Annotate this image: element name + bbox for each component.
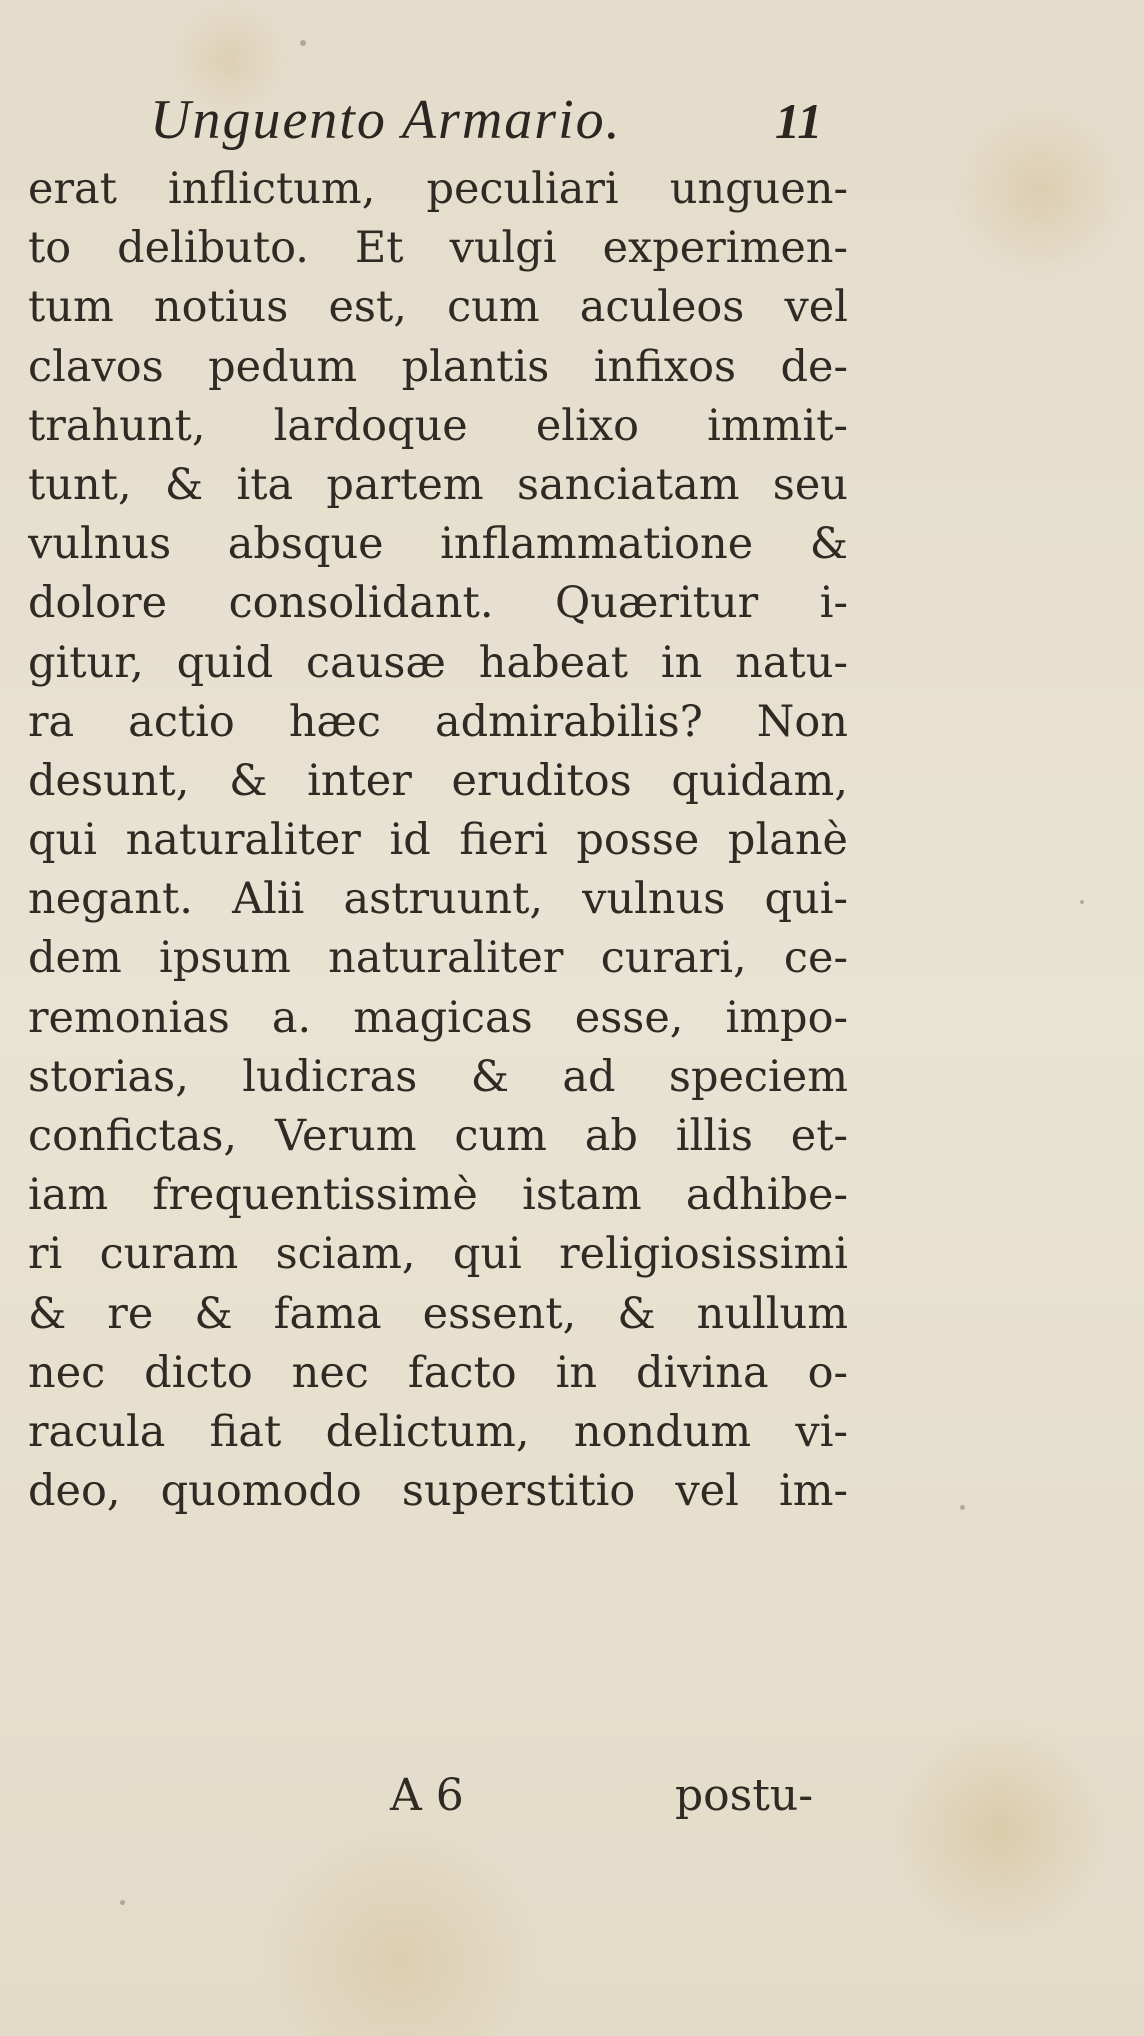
text-line: vulnus absque inflammatione & — [28, 519, 848, 570]
text-line: ri curam sciam, qui religiosissimi — [28, 1229, 848, 1280]
page-footer — [0, 1770, 1144, 1840]
running-head: Unguento Armario. — [150, 89, 622, 151]
text-line: negant. Alii astruunt, vulnus qui- — [28, 874, 848, 925]
paper-speck — [120, 1900, 125, 1905]
text-line: ra actio hæc admirabilis? Non — [28, 696, 848, 747]
text-line: gitur, quid causæ habeat in natu- — [28, 637, 848, 688]
paper-speck — [1080, 900, 1084, 904]
text-line: deo, quomodo superstitio vel im- — [28, 1466, 848, 1517]
signature-mark: A 6 — [390, 1770, 464, 1821]
text-line: racula fiat delictum, nondum vi- — [28, 1406, 848, 1457]
paper-speck — [960, 1505, 965, 1510]
body-text — [28, 160, 848, 1521]
text-line: erat inflictum, peculiari unguen- — [28, 164, 848, 214]
text-line: & re & fama essent, & nullum — [28, 1288, 848, 1339]
text-line: tunt, & ita partem sanciatam seu — [28, 459, 848, 510]
paper-speck — [300, 40, 306, 46]
text-line: desunt, & inter eruditos quidam, — [28, 755, 848, 806]
catchword: postu- — [675, 1770, 814, 1821]
text-line: confictas, Verum cum ab illis et- — [28, 1111, 848, 1161]
text-line: trahunt, lardoque elixo immit- — [28, 400, 848, 451]
text-line: clavos pedum plantis infixos de- — [28, 341, 848, 392]
text-line: dolore consolidant. Quæritur i- — [28, 578, 848, 629]
text-line: iam frequentissimè istam adhibe- — [28, 1170, 848, 1221]
text-line: nec dicto nec facto in divina o- — [28, 1347, 848, 1398]
text-line: storias, ludicras & ad speciem — [28, 1051, 848, 1102]
text-line: dem ipsum naturaliter curari, ce- — [28, 933, 848, 984]
text-line: tum notius est, cum aculeos vel — [28, 282, 848, 333]
page-number: 11 — [775, 93, 823, 149]
text-line: remonias a. magicas esse, impo- — [28, 992, 848, 1043]
text-line: to delibuto. Et vulgi experimen- — [28, 223, 848, 274]
text-line: qui naturaliter id fieri posse planè — [28, 815, 848, 866]
